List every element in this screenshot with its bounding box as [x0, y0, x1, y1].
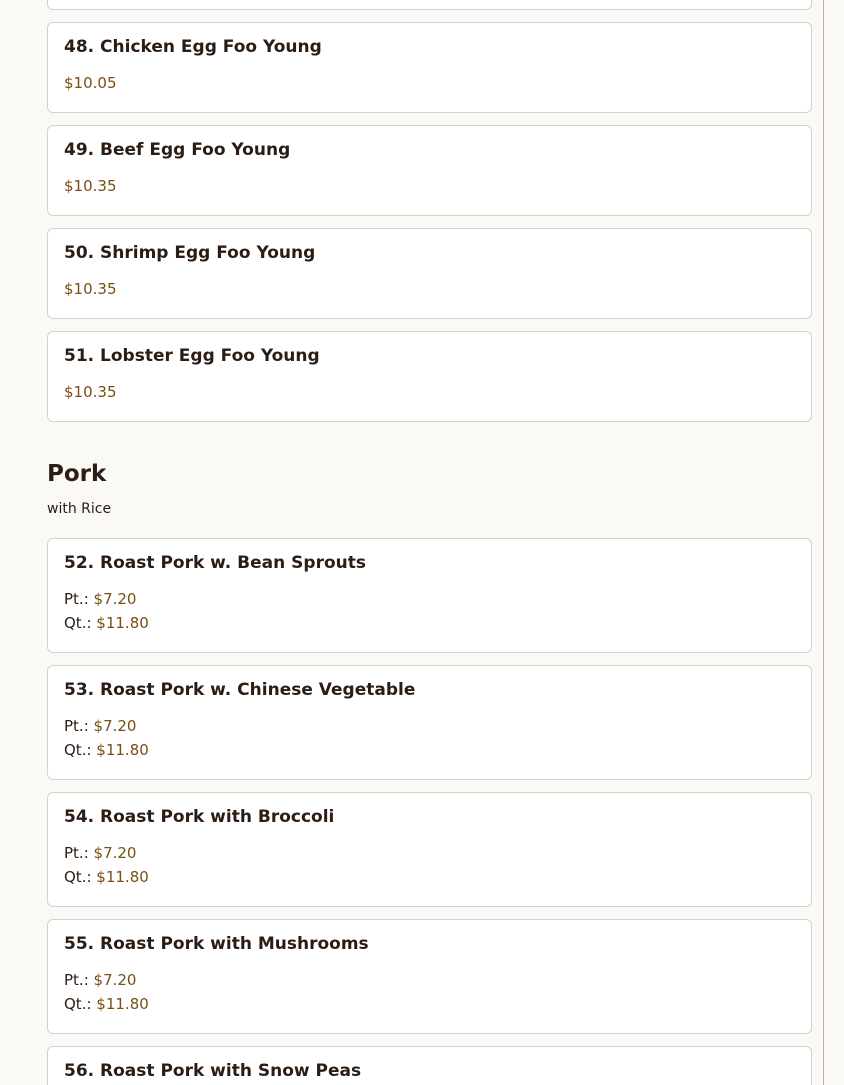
menu-item-title: 55. Roast Pork with Mushrooms — [64, 934, 369, 954]
section-subtitle: with Rice — [47, 501, 112, 517]
menu-item-card[interactable] — [47, 1046, 812, 1085]
pint-price-line — [64, 590, 136, 608]
pint-label: Pt.: — [64, 717, 89, 735]
pint-price: $7.20 — [93, 844, 137, 862]
menu-item-title: 51. Lobster Egg Foo Young — [64, 346, 320, 366]
menu-item-title: 50. Shrimp Egg Foo Young — [64, 243, 316, 263]
menu-item-card-partial[interactable] — [47, 0, 812, 10]
quart-price: $11.80 — [96, 995, 149, 1013]
quart-price: $11.80 — [96, 868, 149, 886]
menu-item-title: 49. Beef Egg Foo Young — [64, 140, 291, 160]
menu-item-card[interactable] — [47, 125, 812, 216]
menu-item-card[interactable] — [47, 665, 812, 780]
pint-price: $7.20 — [93, 717, 137, 735]
quart-price-line — [64, 995, 149, 1013]
menu-item-title: 52. Roast Pork w. Bean Sprouts — [64, 553, 366, 573]
quart-price-line — [64, 741, 149, 759]
menu-item-price: $10.35 — [64, 280, 117, 298]
pint-price-line — [64, 844, 136, 862]
menu-item-price: $10.35 — [64, 177, 117, 195]
menu-item-price: $10.35 — [64, 383, 117, 401]
pint-price: $7.20 — [93, 590, 137, 608]
pint-label: Pt.: — [64, 844, 89, 862]
quart-label: Qt.: — [64, 614, 92, 632]
menu-item-card[interactable] — [47, 538, 812, 653]
quart-price-line — [64, 868, 149, 886]
menu-item-title: 54. Roast Pork with Broccoli — [64, 807, 335, 827]
quart-price: $11.80 — [96, 614, 149, 632]
pint-price-line — [64, 971, 136, 989]
quart-label: Qt.: — [64, 741, 92, 759]
menu-item-title: 53. Roast Pork w. Chinese Vegetable — [64, 680, 416, 700]
menu-item-card[interactable] — [47, 919, 812, 1034]
pint-label: Pt.: — [64, 590, 89, 608]
menu-item-card[interactable] — [47, 331, 812, 422]
section-title: Pork — [47, 461, 107, 487]
quart-price-line — [64, 614, 149, 632]
quart-label: Qt.: — [64, 868, 92, 886]
quart-label: Qt.: — [64, 995, 92, 1013]
pint-label: Pt.: — [64, 971, 89, 989]
menu-item-card[interactable] — [47, 792, 812, 907]
menu-item-title: 56. Roast Pork with Snow Peas — [64, 1061, 362, 1081]
quart-price: $11.80 — [96, 741, 149, 759]
pint-price-line — [64, 717, 136, 735]
menu-item-title: 48. Chicken Egg Foo Young — [64, 37, 322, 57]
menu-item-card[interactable] — [47, 22, 812, 113]
menu-item-price: $10.05 — [64, 74, 117, 92]
pint-price: $7.20 — [93, 971, 137, 989]
menu-item-card[interactable] — [47, 228, 812, 319]
